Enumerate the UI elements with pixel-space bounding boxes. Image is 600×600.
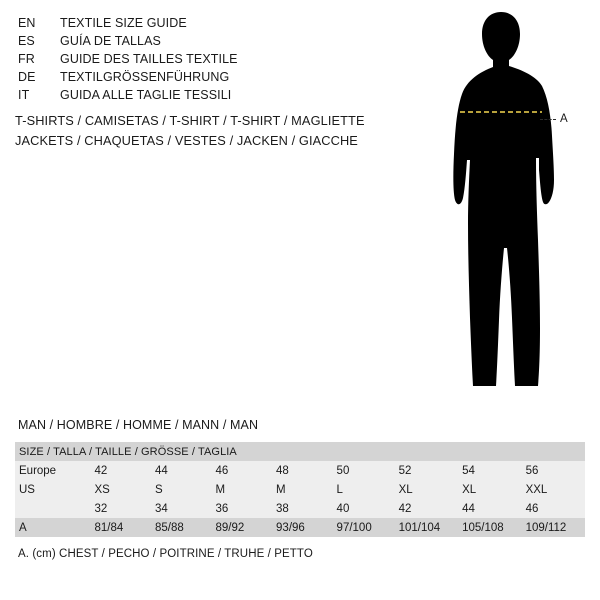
cell-value: 46 [522,499,585,518]
cell-value: 109/112 [522,518,585,537]
cell-value: XL [458,480,522,499]
gender-header: MAN / HOMBRE / HOMME / MANN / MAN [18,418,259,432]
cell-value: L [333,480,395,499]
cell-value: 54 [458,461,522,480]
language-row-it [18,88,378,106]
table-row [15,499,585,518]
male-silhouette-figure [400,8,600,408]
cell-value: S [151,480,212,499]
language-list [18,16,378,106]
measure-leader-line [540,119,556,120]
language-row-de [18,70,378,88]
cell-value: 52 [395,461,459,480]
cell-value: 93/96 [272,518,333,537]
cell-value: 40 [333,499,395,518]
table-header-label: SIZE / TALLA / TAILLE / GRÖSSE / TAGLIA [15,442,585,461]
language-title: GUIDE DES TAILLES TEXTILE [60,52,238,66]
cell-value: 89/92 [212,518,273,537]
table-header-row [15,442,585,461]
cell-value: 44 [458,499,522,518]
cell-value: 105/108 [458,518,522,537]
language-code: IT [18,88,30,102]
cell-value: 48 [272,461,333,480]
row-label: Europe [15,461,90,480]
language-code: DE [18,70,36,84]
table-row [15,480,585,499]
language-code: EN [18,16,36,30]
cell-value: 81/84 [90,518,151,537]
language-row-es [18,34,378,52]
row-label: US [15,480,90,499]
cell-value: 85/88 [151,518,212,537]
cell-value: XXL [522,480,585,499]
cell-value: 44 [151,461,212,480]
cell-value: 97/100 [333,518,395,537]
table-row [15,518,585,537]
language-code: ES [18,34,35,48]
cell-value: XL [395,480,459,499]
cell-value: 50 [333,461,395,480]
category-jackets: JACKETS / CHAQUETAS / VESTES / JACKEN / GIACCHE [15,133,358,148]
language-title: GUIDA ALLE TAGLIE TESSILI [60,88,232,102]
cell-value: 42 [395,499,459,518]
row-label: A [15,518,90,537]
cell-value: M [272,480,333,499]
measure-label-a: A [560,113,568,125]
cell-value: 56 [522,461,585,480]
language-row-en [18,16,378,34]
cell-value: XS [90,480,151,499]
category-list [15,111,415,151]
language-title: TEXTILGRÖSSENFÜHRUNG [60,70,230,84]
language-row-fr [18,52,378,70]
category-tshirts: T-SHIRTS / CAMISETAS / T-SHIRT / T-SHIRT / MAGLIETTE [15,113,365,128]
cell-value: 38 [272,499,333,518]
row-label [15,499,90,518]
language-title: TEXTILE SIZE GUIDE [60,16,187,30]
cell-value: 32 [90,499,151,518]
table-row [15,461,585,480]
size-table [15,442,585,537]
cell-value: 34 [151,499,212,518]
silhouette-icon [400,8,600,408]
cell-value: M [212,480,273,499]
cell-value: 101/104 [395,518,459,537]
language-code: FR [18,52,35,66]
cell-value: 36 [212,499,273,518]
language-title: GUÍA DE TALLAS [60,34,161,48]
cell-value: 46 [212,461,273,480]
footer-note: A. (cm) CHEST / PECHO / POITRINE / TRUHE / PETTO [18,548,313,560]
cell-value: 42 [90,461,151,480]
